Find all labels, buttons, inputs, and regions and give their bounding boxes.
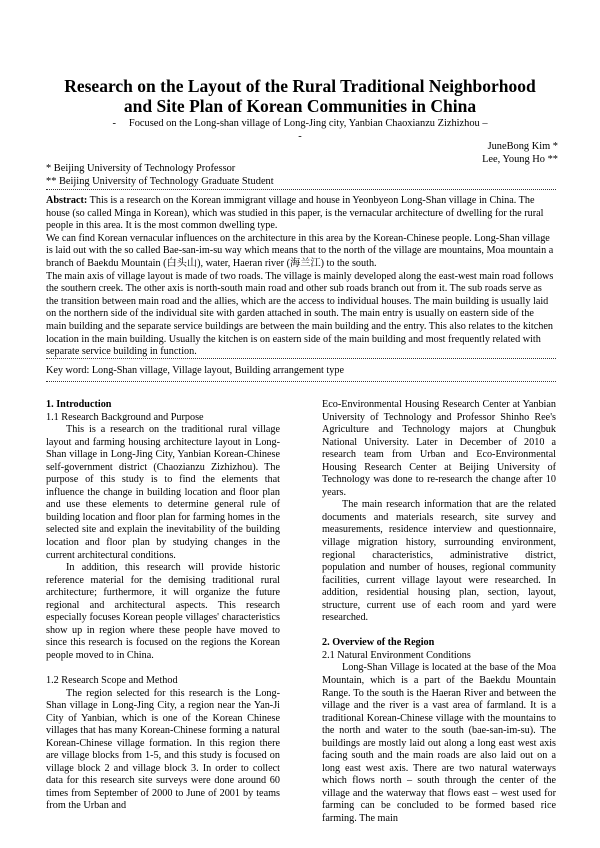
keywords: Key word: Long-Shan village, Village layout, Building arrangement type	[46, 365, 344, 376]
paragraph-1-1-b: In addition, this research will provide historic reference material for the demising traditional rural architecture; furthermore, it will organize the future regional and architectural aspects. This research especially focuses Korean people villages' characteristics show up in region where these people have moved to since this research is focused on the regions the Korean people moved to in China.	[46, 562, 280, 661]
affiliations	[46, 163, 274, 188]
abstract-para-1	[46, 195, 556, 233]
divider-bottom	[46, 381, 556, 383]
heading-1-1: 1.1 Research Background and Purpose	[46, 411, 204, 423]
left-column	[46, 399, 280, 813]
paragraph-continued: Eco-Environmental Housing Research Center at Yanbian University of Technology and Professor Shinho Ree's Agriculture and Technology majors at Chungbuk National University. Later in December of 2010 a research team from Urban and Eco-Environmental Housing Research Center at Beijing University of Technology was done to re-research the change after 10 years.	[322, 399, 556, 498]
author-2: Lee, Young Ho **	[482, 154, 558, 165]
title-line-1: Research on the Layout of the Rural Traditional Neighborhood	[64, 76, 536, 96]
heading-2-1: 2.1 Natural Environment Conditions	[322, 649, 471, 661]
paper-title	[40, 76, 560, 116]
abstract-para-2: We can find Korean vernacular influences on the architecture in this area by the Korean-Chinese people. Long-Shan village is laid out with the so called Bae-san-im-su way which means that to the north of the village are mountains, Moa mountain a branch of Baekdu Mountain (白头山), water, Haeran river (海兰江) to the south.	[46, 232, 554, 269]
heading-1-2: 1.2 Research Scope and Method	[46, 674, 178, 686]
right-column	[322, 399, 556, 826]
paragraph-research-info: The main research information that are the related documents and materials research, site survey and measurements, residence interview and questionnaire, village migration history, surrounding environment, regional characteristics, administrative district, population and number of houses, regional community facilities, current village layout were researched. In addition, residential housing plan, section, layout, structure, current use of each room and yard were researched.	[322, 499, 556, 624]
title-line-2: and Site Plan of Korean Communities in China	[123, 96, 477, 116]
abstract-para-3: The main axis of village layout is made of two roads. The village is mainly developed along the east-west main road follows the southern creek. The other axis is north-south main road and other sub roads branch out from it. The sub roads serve as the transition between main road and the allies, which are the access to individual houses. The main building is usually laid on the northern side of the individual site with garden attached in south. The main entry is usually on eastern side of the main building and the separate service buildings are between the main building and the entry. This also relates to the kitchen location in the main building. Usually the kitchen is on eastern side of the main building and most frequently related with separate service building in function.	[46, 270, 554, 358]
paragraph-1-1-a: This is a research on the traditional rural village layout and farming housing architecture layout in Long-Shan village in Long-Jing City, Yanbian Korean-Chinese self-government district (Chaozianzu Zizhizhou). The purpose of this study is to find the elements that influence the change in building location and floor plan and use these elements to determine general rule of building location and floor plan for farming homes in the selected site and explain the inevitability of the building location and floor plan by studying changes in the current architectural conditions.	[46, 424, 280, 561]
abstract-text-1: This is a research on the Korean immigrant village and house in Yeonbyeon Long-Shan village in China. The house (so called Minga in Korean), which was studied in this paper, is the vernacular architecture of dwelling for the rural people in this area. It is the most common dwelling type.	[46, 195, 544, 232]
abstract-label: Abstract:	[46, 195, 88, 206]
author-1: JuneBong Kim *	[487, 141, 558, 152]
subtitle-line-2: -	[298, 131, 302, 142]
abstract	[46, 195, 556, 359]
divider-mid	[46, 358, 556, 360]
affiliation-1: * Beijing University of Technology Professor	[46, 163, 236, 174]
authors	[482, 140, 558, 166]
paragraph-1-2: The region selected for this research is the Long-Shan village in Long-Jing City, a region near the Yan-Ji City of Yanbian, which is one of the Korean Chinese villages that has many Korean-Chinese forming a natural Korean-Chinese village formation. In this region there are village blocks from 1-5, and this study is focused on village block 2 and village block 3. In order to collect data for this research site surveys were done around 60 times from September of 2000 to June of 2001 by teams from the Urban and	[46, 687, 280, 812]
divider-top	[46, 189, 556, 191]
affiliation-2: ** Beijing University of Technology Graduate Student	[46, 175, 274, 187]
heading-introduction: 1. Introduction	[46, 399, 112, 410]
paragraph-2-1: Long-Shan Village is located at the base of the Moa Mountain, which is a part of the Baekdu Mountain Range. To the south is the Haeran River and between the village and the river is a vast area of farmland. It is a traditional Korean-Chinese village with the mountains to the north and water to the south (bae-san-im-su). The buildings are mostly laid out along a long east west axis facing south and the main roads are also laid out on a long east west axis. There are two natural waterways which flows north – south through the center of the village and the waterway that flows east – west used for farming can be concluded to be formed based rice farming. The main	[322, 662, 556, 824]
heading-overview: 2. Overview of the Region	[322, 637, 435, 649]
subtitle-line-1: - Focused on the Long-shan village of Long-Jing city, Yanbian Chaoxianzu Zizhizhou –	[112, 118, 488, 129]
